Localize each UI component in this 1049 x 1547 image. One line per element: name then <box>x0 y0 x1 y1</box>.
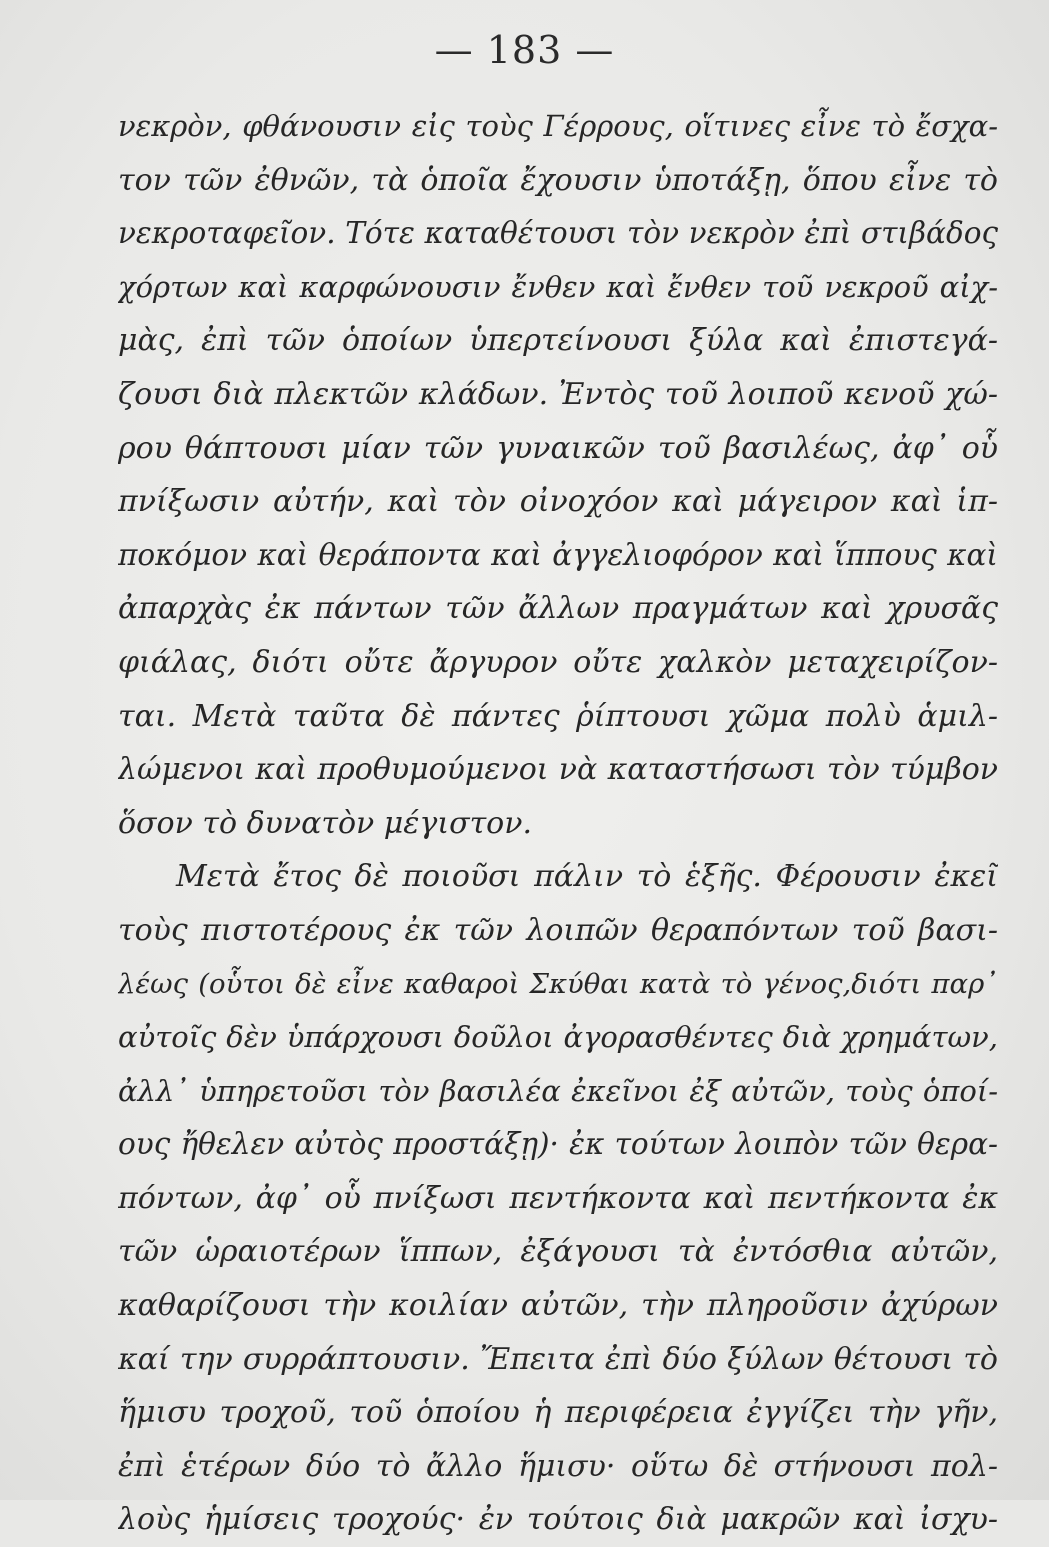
text-line: ἀλλ᾽ ὑπηρετοῦσι τὸν βασιλέα ἐκεῖνοι ἐξ αὐτῶν, τοὺς ὁποί- <box>118 1073 998 1108</box>
text-line: ἥμισυ τροχοῦ, τοῦ ὁποίου ἡ περιφέρεια ἐγγίζει τὴν γῆν, <box>118 1395 998 1431</box>
paragraph-2 <box>118 850 998 1547</box>
body-text <box>118 100 998 1547</box>
text-line: τοὺς πιστοτέρους ἐκ τῶν λοιπῶν θεραπόντων τοῦ βασι- <box>118 912 998 948</box>
text-line: λοὺς ἡμίσεις τροχούς· ἐν τούτοις διὰ μακρῶν καὶ ἰσχυ- <box>118 1502 998 1538</box>
text-line: ρου θάπτουσι μίαν τῶν γυναικῶν τοῦ βασιλέως, ἀφ᾽ οὗ <box>118 430 998 466</box>
page-number: — 183 — <box>434 28 615 72</box>
text-line: ἀπαρχὰς ἐκ πάντων τῶν ἄλλων πραγμάτων καὶ χρυσᾶς <box>118 591 998 627</box>
text-line: νεκροταφεῖον. Τότε καταθέτουσι τὸν νεκρὸν ἐπὶ στιβάδος <box>118 216 998 251</box>
text-line: πνίξωσιν αὐτήν, καὶ τὸν οἰνοχόον καὶ μάγειρον καὶ ἱπ- <box>118 484 998 520</box>
text-line: ἐπὶ ἑτέρων δύο τὸ ἄλλο ἥμισυ· οὕτω δὲ στήνουσι πολ- <box>118 1448 998 1484</box>
text-line: αὐτοῖς δὲν ὑπάρχουσι δοῦλοι ἀγορασθέντες διὰ χρημάτων, <box>118 1020 998 1055</box>
paragraph-1 <box>118 100 998 850</box>
text-line: καί την συρράπτουσιν. Ἔπειτα ἐπὶ δύο ξύλων θέτουσι τὸ <box>118 1341 998 1377</box>
text-line: καθαρίζουσι τὴν κοιλίαν αὐτῶν, τὴν πληροῦσιν ἀχύρων <box>118 1288 998 1324</box>
text-line: Μετὰ ἔτος δὲ ποιοῦσι πάλιν τὸ ἑξῆς. Φέρουσιν ἐκεῖ <box>176 859 998 895</box>
text-line: τῶν ὡραιοτέρων ἵππων, ἐξάγουσι τὰ ἐντόσθια αὐτῶν, <box>118 1234 998 1270</box>
text-line: νεκρὸν, φθάνουσιν εἰς τοὺς Γέρρους, οἵτινες εἶνε τὸ ἔσχα- <box>118 109 998 143</box>
text-line: τον τῶν ἐθνῶν, τὰ ὁποῖα ἔχουσιν ὑποτάξῃ, ὅπου εἶνε τὸ <box>118 162 998 198</box>
text-line: ζουσι διὰ πλεκτῶν κλάδων. Ἐντὸς τοῦ λοιποῦ κενοῦ χώ- <box>118 376 998 412</box>
text-line: ὅσον τὸ δυνατὸν μέγιστον. <box>118 805 532 841</box>
text-line: μὰς, ἐπὶ τῶν ὁποίων ὑπερτείνουσι ξύλα καὶ ἐπιστεγά- <box>118 323 998 359</box>
text-line: χόρτων καὶ καρφώνουσιν ἔνθεν καὶ ἔνθεν τοῦ νεκροῦ αἰχ- <box>118 269 998 304</box>
text-line: ποκόμον καὶ θεράποντα καὶ ἀγγελιοφόρον καὶ ἵππους καὶ <box>118 537 998 572</box>
text-line: λώμενοι καὶ προθυμούμενοι νὰ καταστήσωσι τὸν τύμβον <box>118 752 998 788</box>
text-line: ται. Μετὰ ταῦτα δὲ πάντες ῥίπτουσι χῶμα πολὺ ἁμιλ- <box>118 698 998 734</box>
text-line: πόντων, ἀφ᾽ οὗ πνίξωσι πεντήκοντα καὶ πεντήκοντα ἐκ <box>118 1180 998 1216</box>
text-line: φιάλας, διότι οὔτε ἄργυρον οὔτε χαλκὸν μεταχειρίζον- <box>118 644 998 680</box>
text-line: λέως (οὗτοι δὲ εἶνε καθαροὶ Σκύθαι κατὰ τὸ γένος,διότι παρ᾽ <box>118 967 998 1000</box>
text-line: ους ἤθελεν αὐτὸς προστάξῃ)· ἐκ τούτων λοιπὸν τῶν θερα- <box>118 1127 998 1162</box>
